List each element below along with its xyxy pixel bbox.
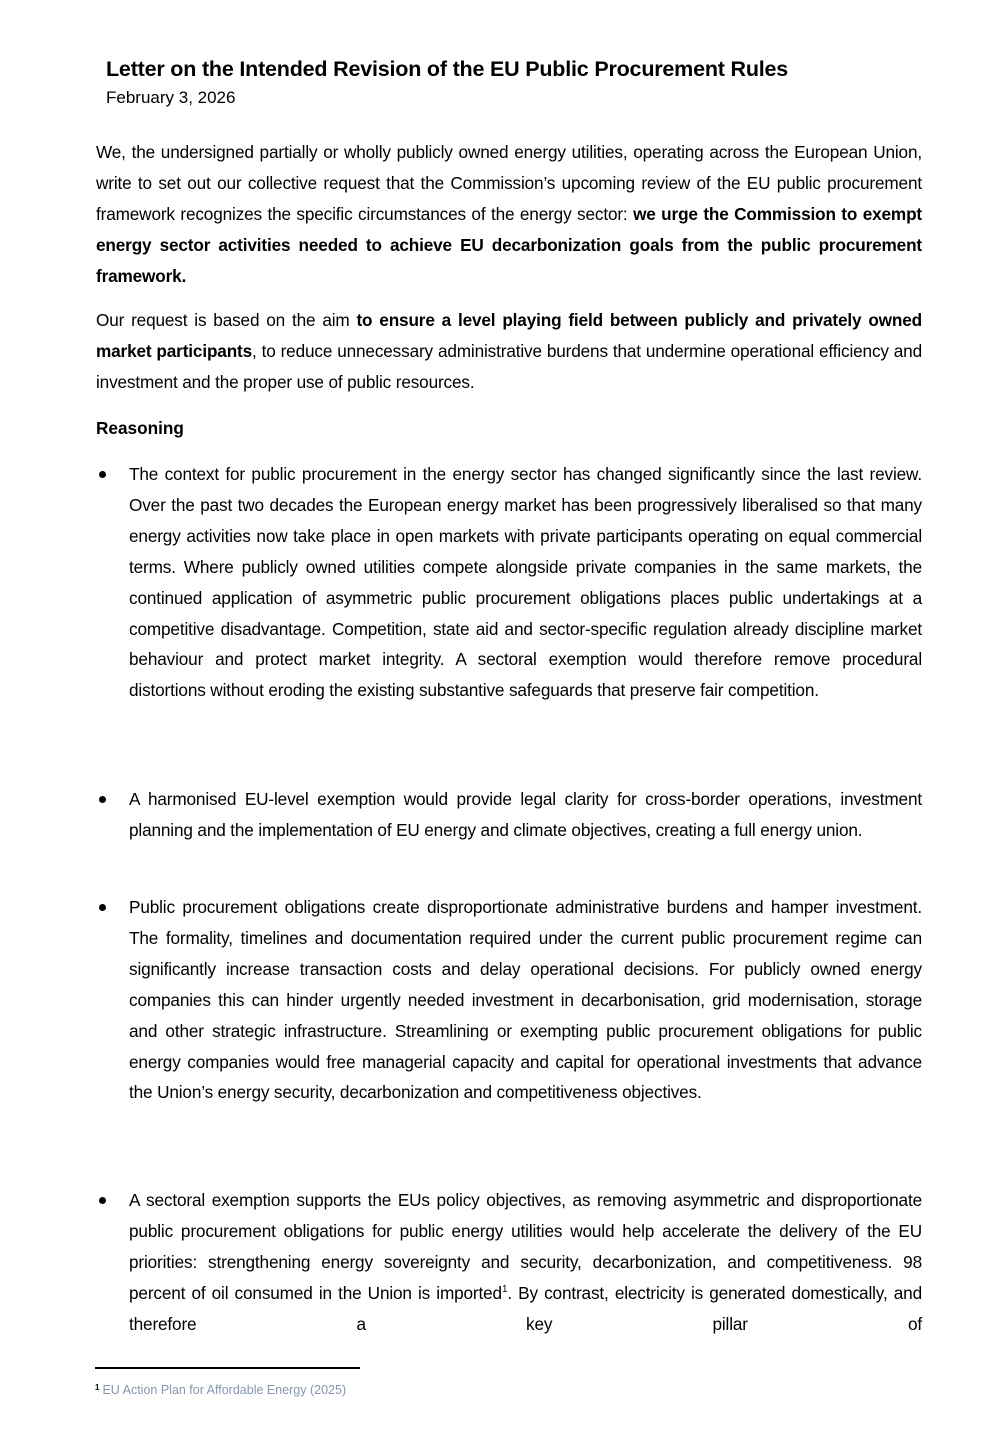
intro-paragraph-1-emphasis: we urge the Commission to exempt energy sector activities needed to achieve EU decarbonization goals from the public procurement framework.: [96, 203, 922, 286]
footnote: [95, 1380, 346, 1398]
reasoning-bullet-text-before: A sectoral exemption supports the EUs policy objectives, as removing asymmetric and disproportionate public procurement obligations for public energy utilities would help accelerate the delivery of the EU priorities: strengthening energy sovereignty and security, decarbonization, and competitiveness. 98 percent of oil consumed in the Union is imported: [129, 1190, 922, 1303]
bullet-icon: [99, 471, 106, 478]
reasoning-heading: Reasoning: [96, 418, 184, 438]
footnote-separator: [95, 1367, 360, 1369]
intro-paragraph-1: [96, 137, 922, 292]
document-title: Letter on the Intended Revision of the EU Public Procurement Rules: [106, 57, 789, 81]
reasoning-bullet-text: Public procurement obligations create disproportionate administrative burdens and hamper investment. The formality, timelines and documentation required under the current public procurement regime can significantly increase transaction costs and delay operational decisions. For publicly owned energy companies this can hinder urgently needed investment in decarbonisation, grid modernisation, storage and other strategic infrastructure. Streamlining or exempting public procurement obligations for public energy companies would free managerial capacity and capital for operational investments that advance the Union’s energy security, decarbonization and competitiveness objectives.: [129, 897, 922, 1103]
footnote-source-link[interactable]: EU Action Plan for Affordable Energy (2025): [102, 1383, 347, 1397]
reasoning-bullet-text: [129, 1185, 922, 1340]
reasoning-bullet-text: A harmonised EU-level exemption would provide legal clarity for cross-border operations, investment planning and the implementation of EU energy and climate objectives, creating a full energy union.: [129, 789, 922, 840]
footnote-mark: 1: [95, 1383, 100, 1392]
footnote-reference[interactable]: 1: [501, 1283, 508, 1295]
bullet-icon: [99, 796, 106, 803]
intro-paragraph-2-text-before: Our request is based on the aim: [96, 310, 357, 330]
intro-paragraph-2-text-after: , to reduce unnecessary administrative burdens that undermine operational efficiency and investment and the proper use of public resources.: [96, 340, 923, 392]
intro-paragraph-1-text: We, the undersigned partially or wholly publicly owned energy utilities, operating across the European Union, write to set out our collective request that the Commission’s upcoming review of the EU public procurement framework recognizes the specific circumstances of the energy sector:: [96, 142, 922, 224]
intro-paragraph-2: [96, 305, 922, 398]
bullet-icon: [99, 904, 106, 911]
document-date: February 3, 2026: [106, 88, 236, 107]
reasoning-bullet-text-after: . By contrast, electricity is generated domestically, and therefore a key pillar of: [129, 1282, 922, 1334]
intro-paragraph-2-emphasis: to ensure a level playing field between publicly and privately owned market participants: [96, 310, 922, 361]
bullet-icon: [99, 1197, 106, 1204]
reasoning-bullet-text: The context for public procurement in the energy sector has changed significantly since the last review. Over the past two decades the European energy market has been progressively liberalised so that many energy activities now take place in open markets with private participants operating on equal commercial terms. Where publicly owned utilities compete alongside private companies in the same markets, the continued application of asymmetric public procurement obligations places public undertakings at a competitive disadvantage. Competition, state aid and sector-specific regulation already discipline market behaviour and protect market integrity. A sectoral exemption would therefore remove procedural distortions without eroding the existing substantive safeguards that preserve fair competition.: [129, 464, 922, 701]
